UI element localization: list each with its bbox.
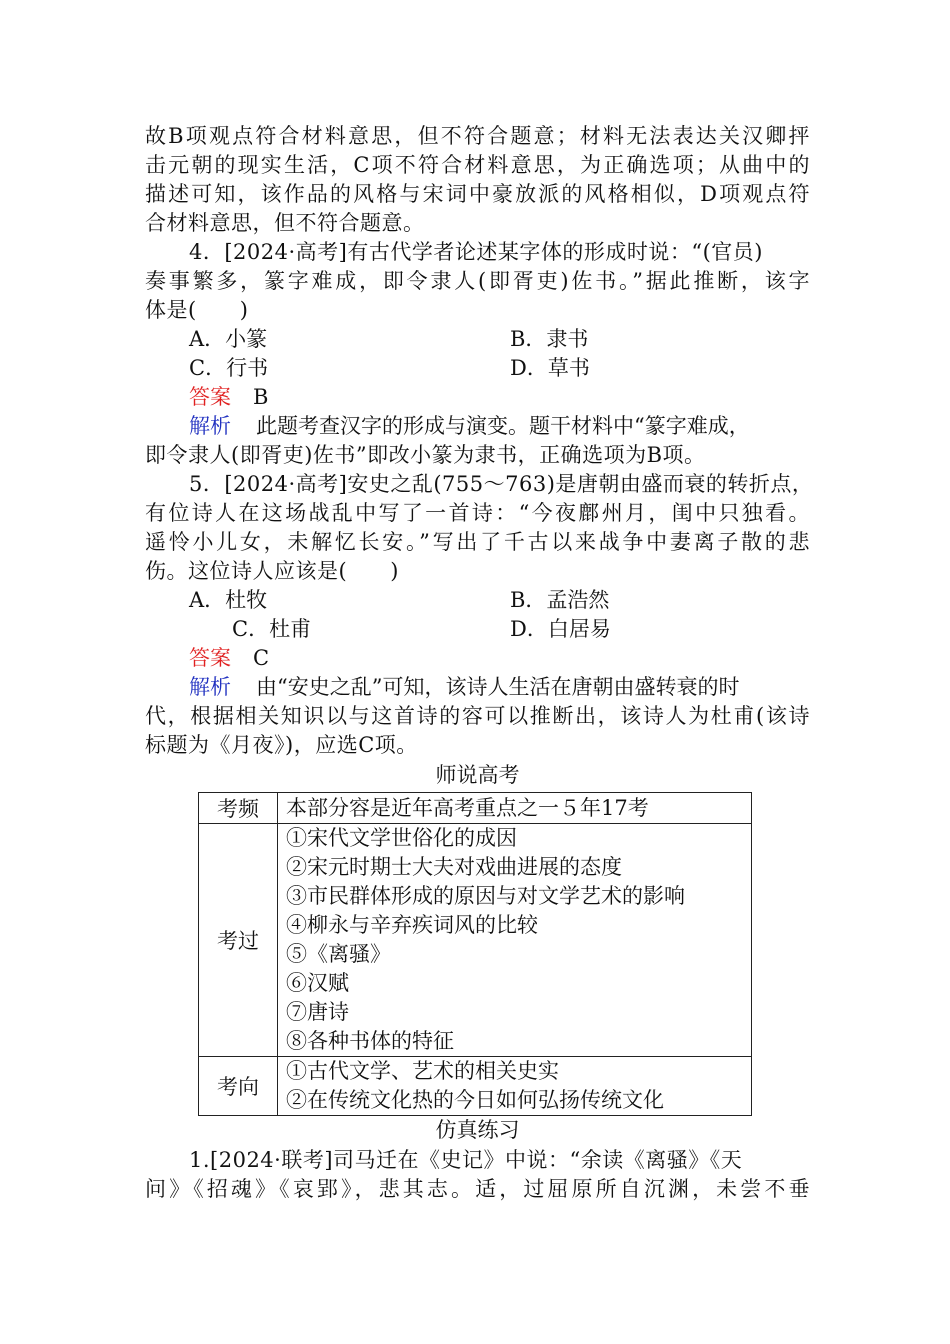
q4-answer-label: 答案 [189, 385, 231, 409]
q5-stem-line-3: 遥怜小儿女，未解忆长安。”写出了千古以来战争中妻离子散的悲 [145, 530, 810, 554]
q4-option-b: B．隶书 [510, 327, 589, 351]
practice-title: 仿真练习 [435, 1118, 520, 1142]
q4-stem-line-1: 4．[2024·高考]有古代学者论述某字体的形成时说：“(官员) [189, 240, 763, 264]
q4-answer-value: B [253, 385, 269, 409]
q5-analysis-line-3: 标题为《月夜》)，应选C项。 [145, 733, 418, 757]
past-item: ⑤《离骚》 [286, 942, 391, 966]
q5-answer [189, 644, 269, 673]
q5-option-b: B．孟浩然 [510, 588, 610, 612]
prev-analysis-line-4: 合材料意思，但不符合题意。 [145, 211, 425, 235]
q5-stem-line-4: 伤。这位诗人应该是( ) [145, 559, 399, 583]
table-row-trend [199, 1057, 752, 1116]
section-title: 师说高考 [435, 763, 520, 787]
q5-stem-line-2: 有位诗人在这场战乱中写了一首诗：“今夜鄜州月，闺中只独看。 [145, 501, 810, 525]
past-item: ④柳永与辛弃疾词风的比较 [286, 913, 538, 937]
past-item: ③市民群体形成的原因与对文学艺术的影响 [286, 884, 685, 908]
practice-q1-line-2: 问》《招魂》《哀郢》，悲其志。适，过屈原所自沉渊，未尝不垂 [145, 1177, 810, 1201]
q4-option-c: C．行书 [189, 356, 269, 380]
q4-analysis-line-2: 即令隶人(即胥吏)佐书”即改小篆为隶书，正确选项为B项。 [145, 443, 706, 467]
freq-value-text: 本部分容是近年高考重点之一５年17考 [286, 795, 649, 820]
q5-option-c: C．杜甫 [232, 617, 312, 641]
q5-answer-value: C [253, 646, 270, 670]
table-row-past [199, 824, 752, 1057]
past-items [278, 824, 752, 1057]
past-item: ①宋代文学世俗化的成因 [286, 826, 517, 850]
q4-stem-line-3: 体是( ) [145, 298, 249, 322]
past-item: ⑦唐诗 [286, 1000, 349, 1024]
q4-stem-line-2: 奏事繁多，篆字难成，即令隶人(即胥吏)佐书。”据此推断，该字 [145, 269, 810, 293]
q4-analysis-text-1: 此题考查汉字的形成与演变。题干材料中“篆字难成， [256, 414, 750, 438]
q5-option-d: D．白居易 [510, 617, 611, 641]
past-item: ②宋元时期士大夫对戏曲进展的态度 [286, 855, 622, 879]
freq-label: 考频 [199, 793, 278, 824]
trend-label: 考向 [199, 1057, 278, 1116]
exam-summary-table [198, 792, 752, 1116]
prev-analysis-line-2: 击元朝的现实生活，C项不符合材料意思，为正确选项；从曲中的 [145, 153, 810, 177]
trend-items [278, 1057, 752, 1116]
q4-analysis-line-1 [189, 412, 750, 441]
past-label: 考过 [199, 824, 278, 1057]
prev-analysis-line-1: 故B项观点符合材料意思，但不符合题意；材料无法表达关汉卿抨 [145, 124, 810, 148]
trend-item: ①古代文学、艺术的相关史实 [286, 1059, 559, 1083]
past-item: ⑥汉赋 [286, 971, 349, 995]
q5-analysis-label: 解析 [189, 675, 231, 699]
q5-analysis-text-1: 由“安史之乱”可知，该诗人生活在唐朝由盛转衰的时 [256, 675, 740, 699]
q5-stem-line-1: 5．[2024·高考]安史之乱(755～763)是唐朝由盛而衰的转折点， [189, 472, 814, 496]
q5-option-a: A．杜牧 [189, 588, 268, 612]
q4-option-d: D．草书 [510, 356, 590, 380]
freq-value [278, 793, 752, 824]
prev-analysis-line-3: 描述可知，该作品的风格与宋词中豪放派的风格相似，D项观点符 [145, 182, 810, 206]
table-row-frequency [199, 793, 752, 824]
q4-option-a: A．小篆 [189, 327, 268, 351]
trend-item: ②在传统文化热的今日如何弘扬传统文化 [286, 1088, 664, 1112]
q4-answer [189, 383, 268, 412]
practice-q1-line-1: 1.[2024·联考]司马迁在《史记》中说：“余读《离骚》《天 [189, 1148, 743, 1172]
q4-analysis-label: 解析 [189, 414, 231, 438]
q5-analysis-line-1 [189, 673, 739, 702]
q5-analysis-line-2: 代，根据相关知识以与这首诗的容可以推断出，该诗人为杜甫(该诗 [145, 704, 810, 728]
q5-answer-label: 答案 [189, 646, 231, 670]
past-item: ⑧各种书体的特征 [286, 1029, 454, 1053]
